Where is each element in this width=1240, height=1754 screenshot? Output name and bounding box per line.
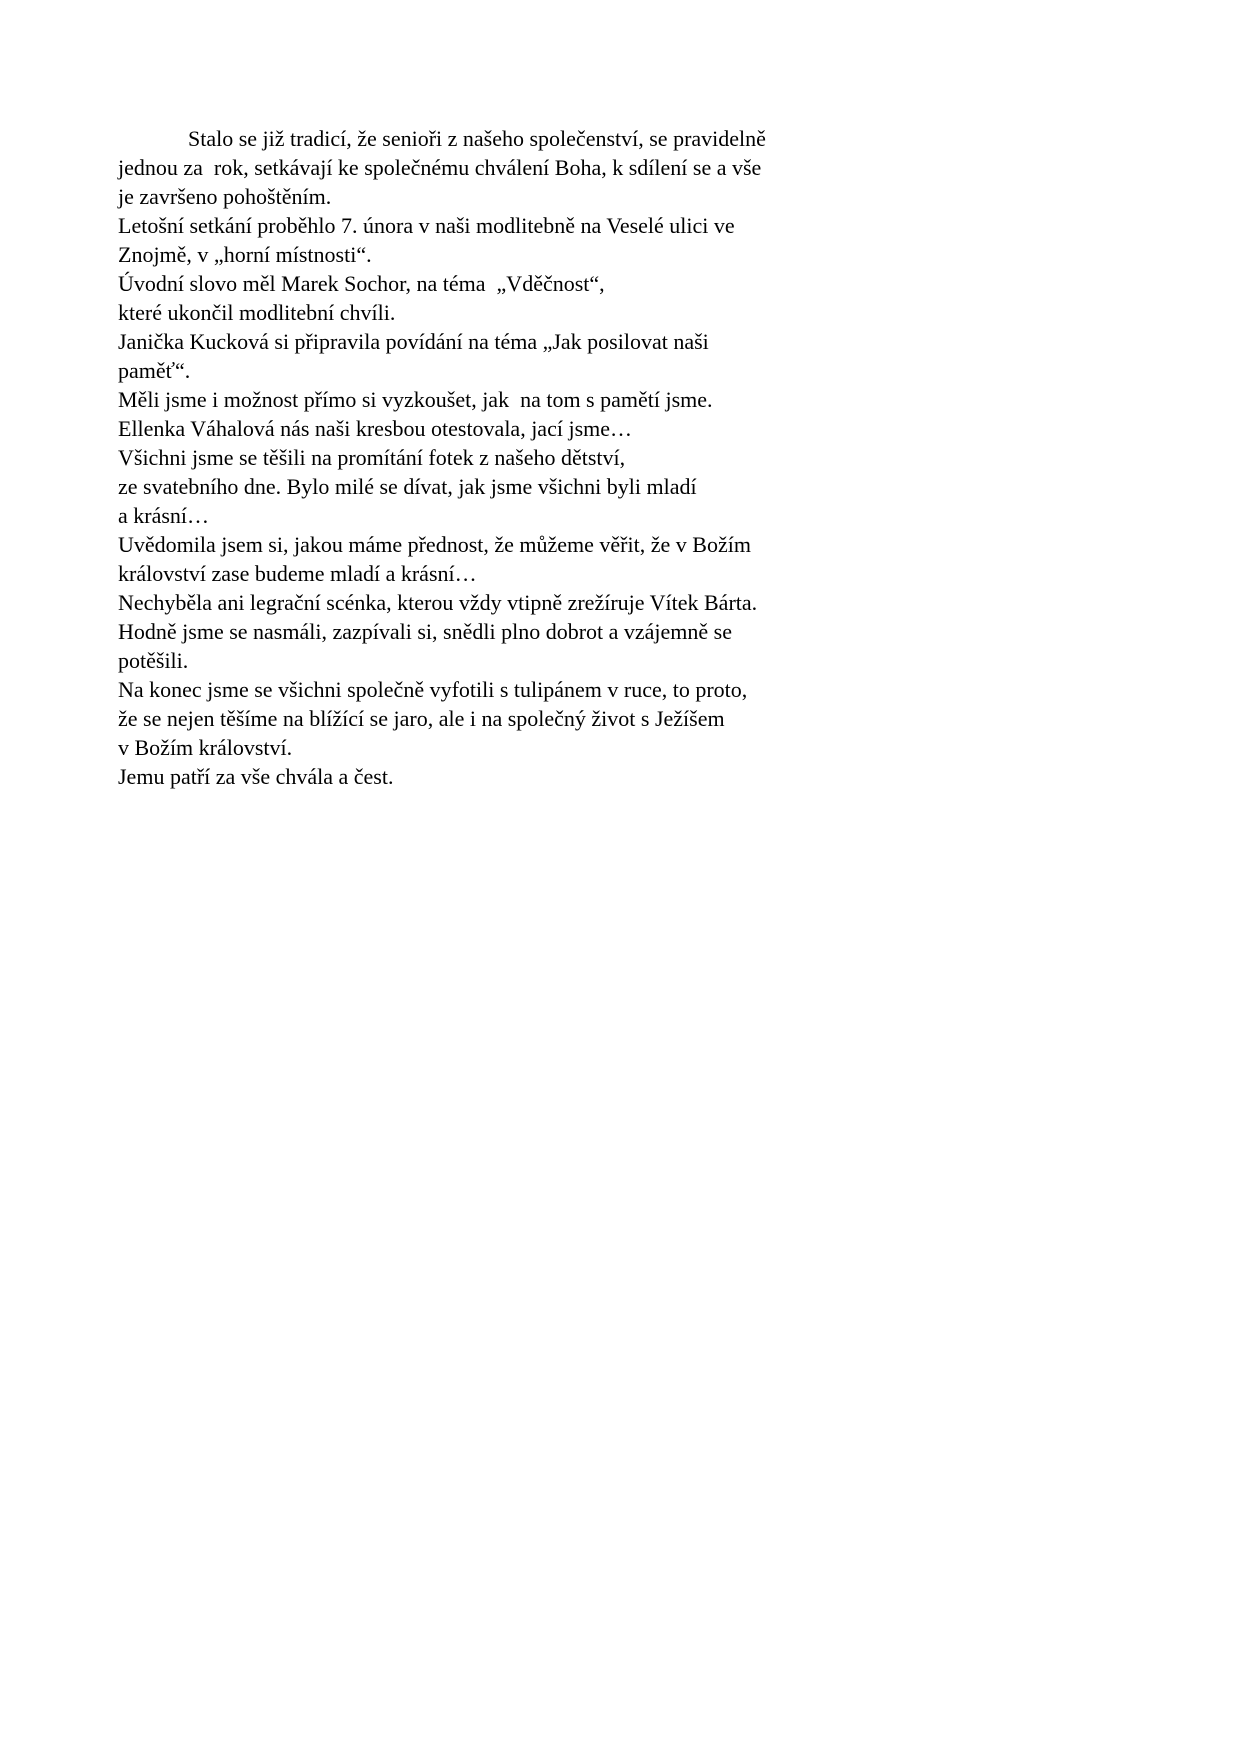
text-line: Úvodní slovo měl Marek Sochor, na téma „Vděčnost“,: [118, 271, 605, 296]
text-line: v Božím království.: [118, 735, 293, 760]
text-line: ze svatebního dne. Bylo milé se dívat, jak jsme všichni byli mladí: [118, 474, 697, 499]
text-line: Ellenka Váhalová nás naši kresbou otestovala, jací jsme…: [118, 416, 633, 441]
text-line: království zase budeme mladí a krásní…: [118, 561, 477, 586]
text-line: Na konec jsme se všichni společně vyfotili s tulipánem v ruce, to proto,: [118, 677, 748, 702]
text-line: potěšili.: [118, 648, 189, 673]
text-line: Měli jsme i možnost přímo si vyzkoušet, jak na tom s pamětí jsme.: [118, 387, 713, 412]
text-line: Všichni jsme se těšili na promítání fotek z našeho dětství,: [118, 445, 626, 470]
text-line: že se nejen těšíme na blížící se jaro, ale i na společný život s Ježíšem: [118, 706, 725, 731]
text-line: Letošní setkání proběhlo 7. února v naši modlitebně na Veselé ulici ve: [118, 213, 735, 238]
text-line: Hodně jsme se nasmáli, zazpívali si, snědli plno dobrot a vzájemně se: [118, 619, 733, 644]
text-line: Jemu patří za vše chvála a čest.: [118, 764, 394, 789]
text-line: jednou za rok, setkávají ke společnému chválení Boha, k sdílení se a vše: [118, 155, 762, 180]
text-line: Janička Kucková si připravila povídání na téma „Jak posilovat naši: [118, 329, 709, 354]
article-text: [118, 124, 878, 791]
text-line: je završeno pohoštěním.: [118, 184, 332, 209]
text-line: Uvědomila jsem si, jakou máme přednost, že můžeme věřit, že v Božím: [118, 532, 751, 557]
text-line: Znojmě, v „horní místnosti“.: [118, 242, 372, 267]
text-line: a krásní…: [118, 503, 210, 528]
text-line: paměť“.: [118, 358, 191, 383]
text-line: které ukončil modlitební chvíli.: [118, 300, 396, 325]
text-line: Nechyběla ani legrační scénka, kterou vždy vtipně zrežíruje Vítek Bárta.: [118, 590, 758, 615]
text-line: Stalo se již tradicí, že senioři z našeho společenství, se pravidelně: [188, 126, 766, 151]
